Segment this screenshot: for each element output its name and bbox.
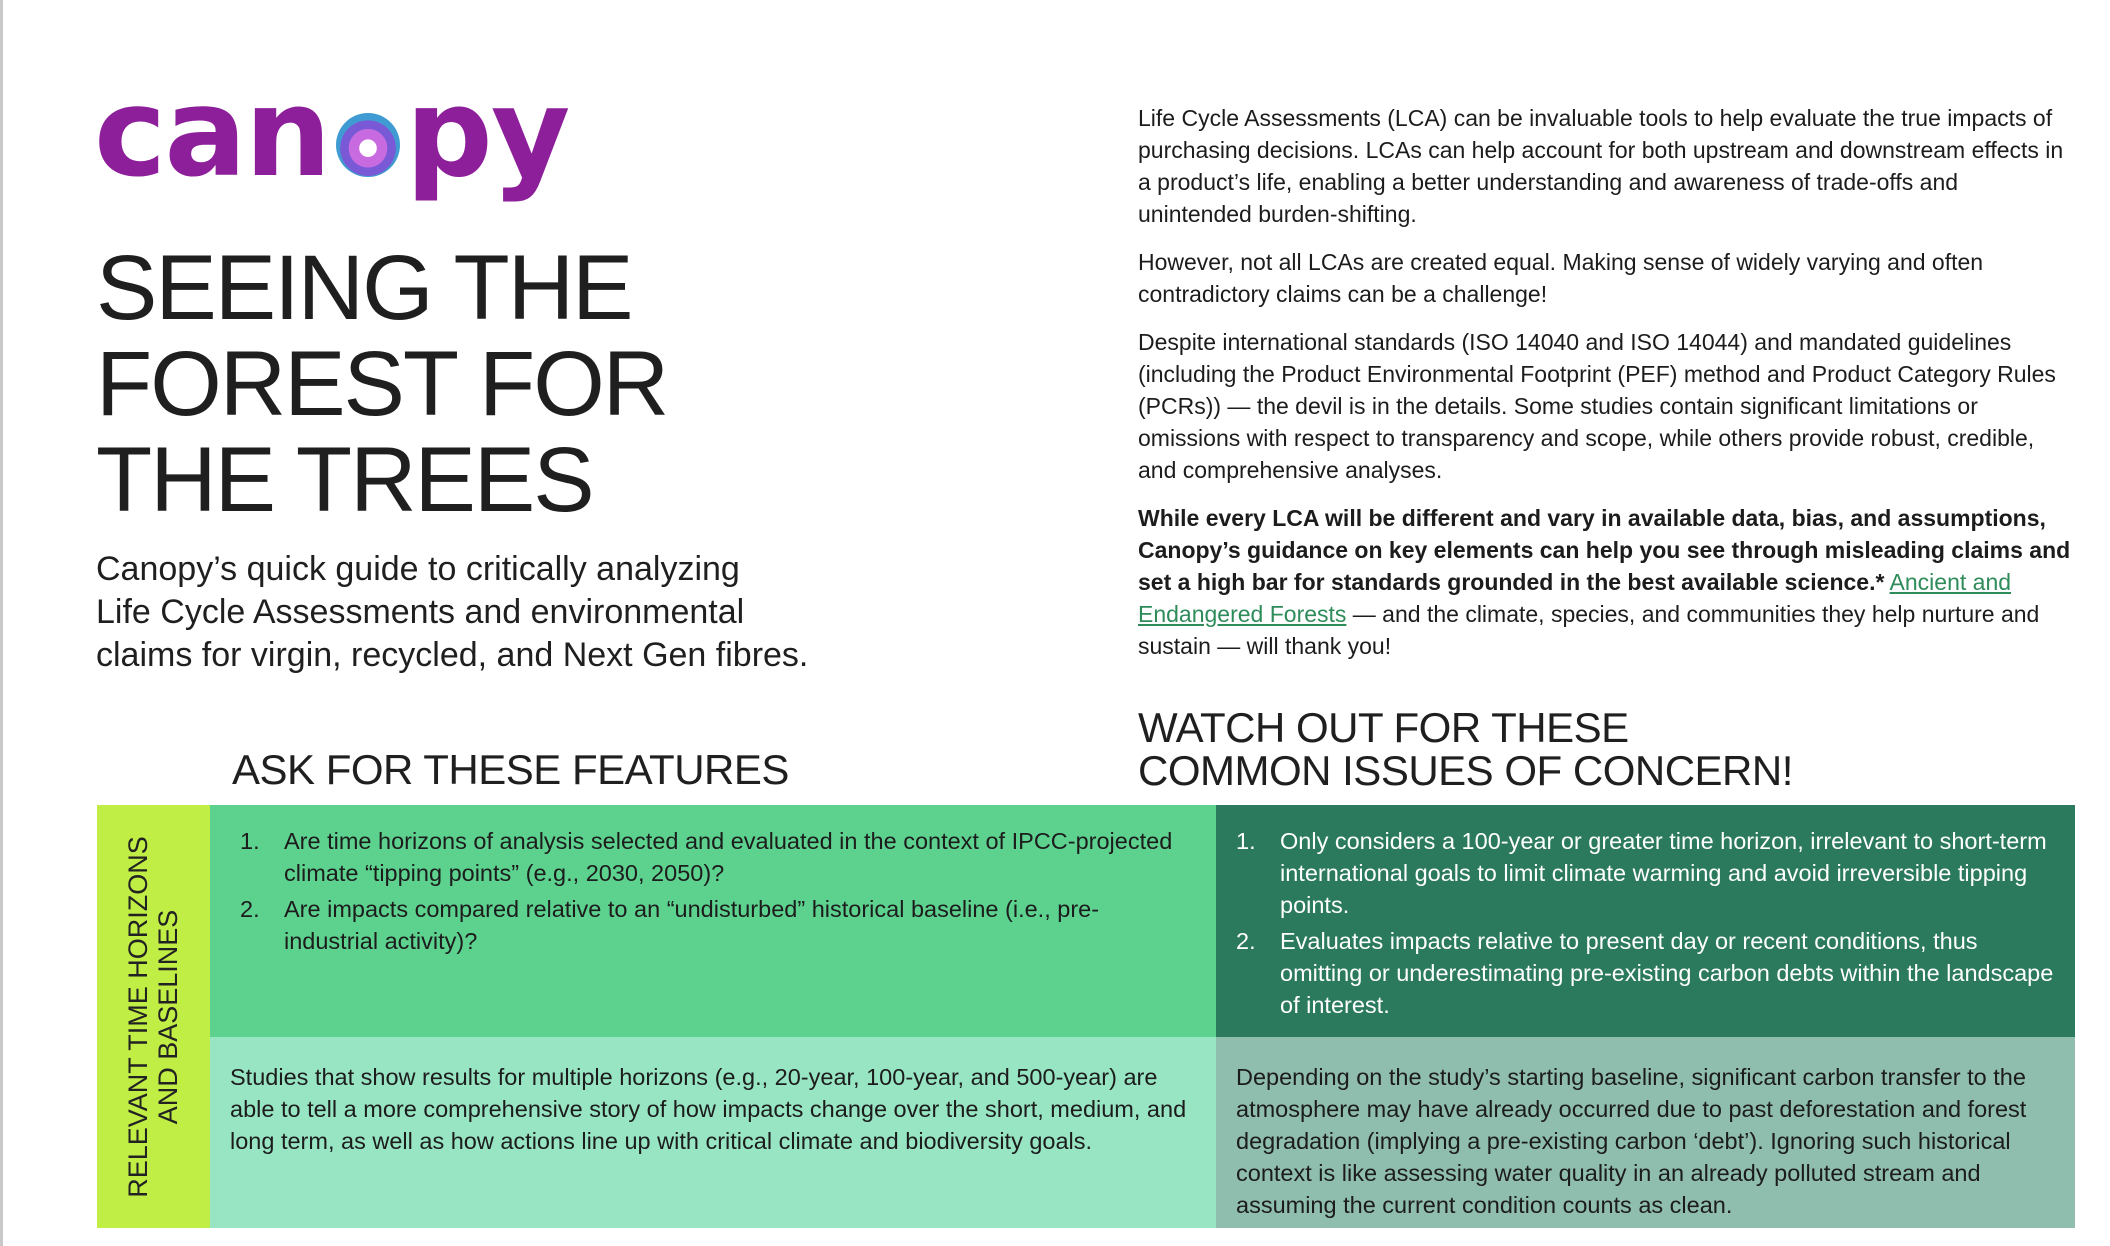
- subtitle-line: Life Cycle Assessments and environmental: [96, 593, 745, 631]
- canopy-logo: [94, 62, 569, 204]
- subtitle-line: Canopy’s quick guide to critically analyzing: [96, 550, 740, 588]
- ask-question-list: [240, 825, 1186, 957]
- row-label-line: AND BASELINES: [153, 909, 183, 1125]
- item-text: Are impacts compared relative to an “undisturbed” historical baseline (i.e., pre-industrial activity)?: [284, 896, 1100, 954]
- row-label-text: [123, 817, 183, 1217]
- watch-note: Depending on the study’s starting baseline, significant carbon transfer to the atmosphere may have already occurred due to past deforestation and forest degradation (implying a pre-existing carbon ‘debt’). Ignoring such historical context is like assessing water quality in an already polluted stream and assuming the current condition counts as clean.: [1236, 1064, 2027, 1218]
- logo-text-left: can: [94, 62, 330, 204]
- list-item: [240, 893, 1186, 957]
- logo-text-right: py: [405, 62, 569, 204]
- ask-note: Studies that show results for multiple horizons (e.g., 20-year, 100-year, and 500-year) are able to tell a more comprehensive story of how impacts change over the short, medium, and long term, as well as how actions line up with critical climate and biodiversity goals.: [230, 1064, 1187, 1154]
- heading-line: COMMON ISSUES OF CONCERN!: [1138, 747, 1793, 794]
- list-item: [1236, 925, 2055, 1021]
- ask-features-heading: ASK FOR THESE FEATURES: [232, 746, 789, 793]
- row-label-line: RELEVANT TIME HORIZONS: [123, 836, 153, 1198]
- page-edge: [0, 0, 3, 1246]
- item-text: Only considers a 100-year or greater time horizon, irrelevant to short-term international goals to limit climate warming and avoid irreversible tipping points.: [1280, 828, 2047, 918]
- watch-out-heading: [1138, 706, 1938, 792]
- intro-paragraph-4: [1138, 502, 2078, 662]
- row-label-time-horizons: [97, 805, 210, 1228]
- intro-bold-statement: While every LCA will be different and vary in available data, bias, and assumptions, Canopy’s guidance on key elements can help you see through misleading claims and set a high bar for standards grounded in the best available science.*: [1138, 505, 2071, 595]
- canopy-o-mark-icon: [336, 113, 400, 177]
- title-line: THE TREES: [96, 429, 593, 531]
- ask-questions-cell: [210, 805, 1216, 1037]
- comparison-table: [97, 805, 2075, 1228]
- item-text: Are time horizons of analysis selected and evaluated in the context of IPCC-projected climate “tipping points” (e.g., 2030, 2050)?: [284, 828, 1173, 886]
- intro-paragraph-1: Life Cycle Assessments (LCA) can be invaluable tools to help evaluate the true impacts of purchasing decisions. LCAs can help account for both upstream and downstream effects in a product’s life, enabling a better understanding and awareness of trade-offs and unintended burden-shifting.: [1138, 105, 2064, 227]
- list-item: [1236, 825, 2055, 921]
- intro-closing: — and the climate, species, and communities they help nurture and sustain — will thank you!: [1138, 601, 2040, 659]
- watch-issues-cell: [1216, 805, 2075, 1037]
- item-text: Evaluates impacts relative to present day or recent conditions, thus omitting or underestimating pre-existing carbon debts within the landscape of interest.: [1280, 928, 2054, 1018]
- watch-issue-list: [1236, 825, 2055, 1021]
- page-title: [96, 237, 796, 531]
- heading-line: WATCH OUT FOR THESE: [1138, 704, 1629, 751]
- item-number: 2.: [1236, 928, 1256, 954]
- intro-paragraph-3: Despite international standards (ISO 14040 and ISO 14044) and mandated guidelines (including the Product Environmental Footprint (PEF) method and Product Category Rules (PCRs)) — the devil is in the details. Some studies contain significant limitations or omissions with respect to transparency and scope, while others provide robust, credible, and comprehensive analyses.: [1138, 329, 2056, 483]
- intro-paragraph-2: However, not all LCAs are created equal. Making sense of widely varying and often contradictory claims can be a challenge!: [1138, 249, 1984, 307]
- watch-note-cell: [1216, 1037, 2075, 1228]
- intro-text: [1138, 102, 2078, 678]
- item-number: 2.: [240, 896, 260, 922]
- item-number: 1.: [1236, 828, 1256, 854]
- title-line: SEEING THE: [96, 237, 632, 339]
- page-subtitle: [96, 548, 896, 677]
- list-item: [240, 825, 1186, 889]
- ancient-forests-link[interactable]: Ancient and Endangered Forests: [1138, 569, 2012, 627]
- subtitle-line: claims for virgin, recycled, and Next Gen fibres.: [96, 636, 809, 674]
- title-line: FOREST FOR: [96, 333, 668, 435]
- ask-note-cell: [210, 1037, 1216, 1228]
- item-number: 1.: [240, 828, 260, 854]
